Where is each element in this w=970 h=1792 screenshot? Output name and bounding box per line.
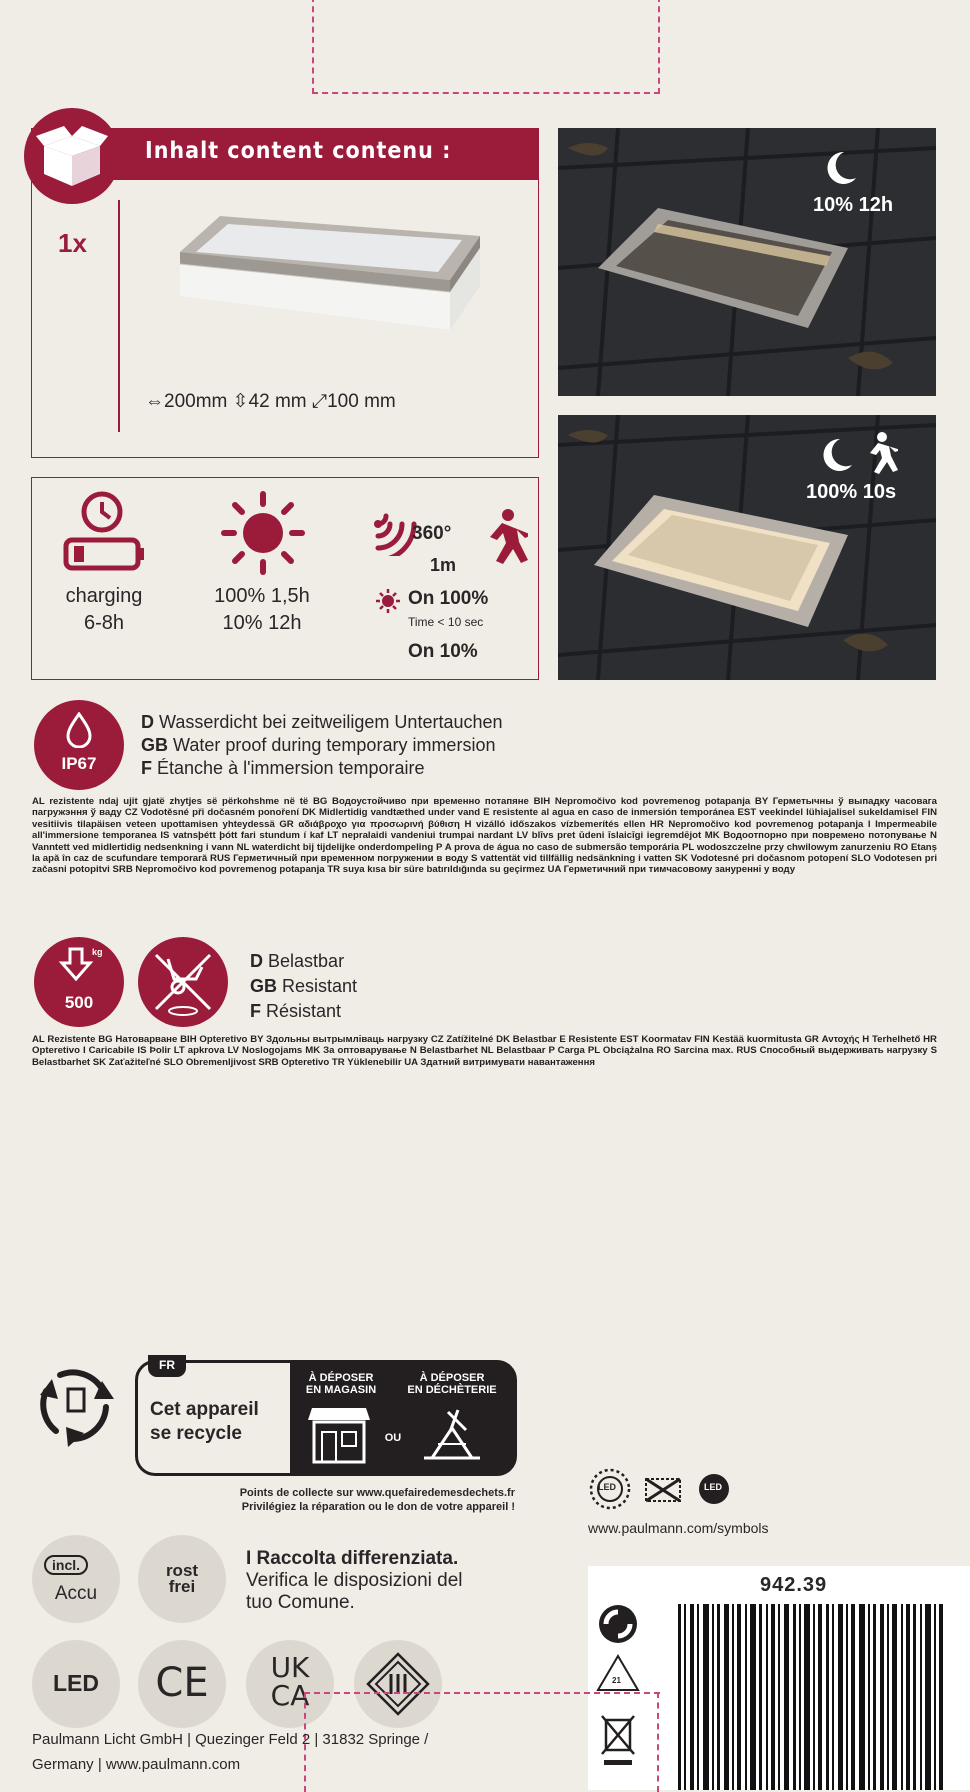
charging-time: 6-8h: [83, 612, 125, 634]
charging-label: charging: [65, 585, 143, 607]
ce-badge: [138, 1640, 226, 1728]
recycle-link-line-2: Privilégiez la réparation ou le don de votre appareil !: [241, 1501, 515, 1513]
led-sun-label: LED: [598, 1482, 616, 1492]
ip-text-lines: [141, 711, 503, 780]
ip-multilingual-text: AL rezistente ndaj ujit gjatë zhytjes së përkohshme në të BG Водоустойчиво при временно потапяне BIH Nepromočivo kod povremenog potapanja BY Герметычны ў выпадку часовага пагружэння ў ваду CZ Vodotěsné při dočasném ponoření DK Midlertidig vandtæthed under vand E resistente al agua en caso de inmersión temporánea EST veekindel lühiajalisel sukeldamisel FIN vesitiivis tilapäisen veteen upottamisen yhteydessä GR αδιάβροχο για προσωρινή βύθιση H vizálló időszakos vízbemerítés ellen HR Nepromočivo kod povremenog potapanja I Impermeabile all'immersione temporanea IS vatnsþétt þótt fari stundum í kaf LT nepralaidi vandeniui trumpai nardant LV blīvs pret ūdeni īslaicīgi iegremdējot MK Водоотпорно при повремено потопување N Vanntett ved midlertidig nedsenkning i vann NL waterdicht bij tijdelijke onderdompeling P A prova de água no caso de submersão temporária PL wodoszczelne przy chwilowym zanurzeniu RO Etanș la apă în caz de scufundare temporară RUS Герметичный при временном погружении в воду S vattentät vid tillfällig nedsänkning i vatten SK Vodotesné pri dočasnom potopení SLO Vodotesen pri začasni potopitvi SRB Nepromočivo kod povremenog potapanja TR suya kısa bir süre batırıldığında su geçirmez UA Герметичний при тимчасовому зануренні у воду: [32, 796, 937, 876]
kg-label: kg: [92, 947, 103, 957]
dim-mode-label: 10% 12h: [813, 194, 894, 216]
sensor-waves-icon: [368, 486, 438, 556]
ce-mark: CE: [155, 1660, 209, 1706]
dimensions: ⇔200mm ⇳42 mm ⤢100 mm: [145, 391, 396, 412]
load-line-text: Resistant: [282, 976, 358, 996]
quantity: 1x: [58, 228, 87, 258]
rost-line: rost: [165, 1561, 199, 1580]
cutout-outline: [312, 0, 660, 94]
ip-line-text: Wasserdicht bei zeitweiligem Untertauchen: [159, 712, 503, 732]
ip-line-d: [141, 711, 503, 734]
load-line-text: Résistant: [266, 1001, 342, 1021]
load-line-f: [250, 999, 357, 1024]
charging-text: [50, 583, 158, 637]
ip67-label: IP67: [61, 754, 97, 773]
footer-line-2: Germany | www.paulmann.com: [32, 1756, 241, 1773]
on-100-label: On 100%: [408, 588, 489, 609]
recycle-arrows-icon: [30, 1355, 122, 1447]
no-drive-over-badge: [138, 937, 228, 1027]
incl-accu-badge: [32, 1535, 120, 1623]
led-crossed-icon: [646, 1479, 680, 1501]
led-badge: [32, 1640, 120, 1728]
ip-line-f: [141, 757, 503, 780]
weee-bin-icon: [602, 1716, 634, 1765]
shop-icon: [306, 1404, 372, 1466]
footer-address: [32, 1727, 428, 1777]
solar-dim: 10% 12h: [222, 612, 302, 634]
raccolta-line-1: I Raccolta differenziata.: [246, 1548, 459, 1569]
ukca-badge: [246, 1640, 334, 1728]
lang-code: GB: [141, 735, 168, 755]
contents-label: Inhalt content contenu :: [145, 138, 452, 164]
lang-code: F: [250, 1001, 261, 1021]
article-number: 942.39: [760, 1574, 828, 1596]
dim-mode-photo: [558, 128, 936, 396]
incl-label: incl.: [44, 1555, 88, 1575]
raccolta-text: [246, 1548, 463, 1614]
no-vehicle-icon: [138, 937, 228, 1027]
lang-code: GB: [250, 976, 277, 996]
ip-line-text: Water proof during temporary immersion: [173, 735, 496, 755]
moon-icon: [816, 435, 856, 475]
cut-line: [304, 1692, 660, 1694]
shop-drop-label: [296, 1372, 386, 1396]
raccolta-line-2: Verifica le disposizioni del: [246, 1570, 463, 1591]
small-sun-icon: [375, 588, 401, 614]
rustproof-badge: [138, 1535, 226, 1623]
shop-drop-line-1: À DÉPOSER: [308, 1372, 374, 1384]
motion-person-icon: [478, 508, 528, 568]
moon-icon: [820, 148, 860, 188]
led-badge-label: LED: [53, 1670, 99, 1696]
on-10-label: On 10%: [408, 641, 478, 662]
frei-line: frei: [168, 1577, 196, 1596]
solar-full: 100% 1,5h: [214, 585, 310, 607]
shop-drop-line-2: EN MAGASIN: [305, 1384, 377, 1396]
dump-drop-line-2: EN DÉCHÈTERIE: [407, 1384, 497, 1396]
dump-drop-line-1: À DÉPOSER: [419, 1372, 485, 1384]
sensor-angle: 360°: [412, 523, 452, 544]
lang-code: F: [141, 758, 152, 778]
barcode: [678, 1604, 950, 1790]
waste-center-icon: [418, 1404, 486, 1466]
full-mode-label: 100% 10s: [806, 481, 897, 503]
ip-line-text: Étanche à l'immersion temporaire: [157, 758, 425, 778]
recycle-links: [140, 1486, 515, 1514]
rustproof-text: [138, 1563, 226, 1595]
or-label: OU: [384, 1432, 402, 1444]
led-dark-label: LED: [704, 1482, 722, 1492]
green-dot-icon: [599, 1605, 637, 1643]
motion-person-icon: [858, 431, 898, 477]
solar-text: [196, 583, 328, 637]
sun-icon: [218, 488, 308, 578]
divider: [118, 200, 120, 432]
sensor-range: 1m: [430, 555, 457, 575]
class-iii-badge: [354, 1640, 442, 1728]
full-mode-photo: [558, 415, 936, 680]
ukca-mark: [246, 1651, 334, 1712]
raccolta-line-3: tuo Comune.: [246, 1592, 355, 1613]
ip-line-gb: [141, 734, 503, 757]
ip67-badge: [34, 700, 124, 790]
load-value: 500: [64, 993, 94, 1012]
lang-code: D: [250, 951, 263, 971]
time-note: Time < 10 sec: [408, 615, 484, 629]
load-text-lines: [250, 949, 357, 1024]
recycle-line-2: se recycle: [150, 1423, 242, 1444]
accu-label: Accu: [54, 1583, 98, 1604]
symbols-url[interactable]: www.paulmann.com/symbols: [588, 1520, 769, 1536]
package-icon: [24, 108, 120, 204]
recycle-line-1: Cet appareil: [150, 1399, 259, 1420]
footer-line-1: Paulmann Licht GmbH | Quezinger Feld 2 | 31832 Springe /: [32, 1731, 429, 1748]
load-line-text: Belastbar: [268, 951, 345, 971]
cut-line: [657, 1692, 659, 1792]
recycle-main-text: [150, 1398, 259, 1446]
paper-recycle-number: 21: [612, 1676, 621, 1685]
lang-code: D: [141, 712, 154, 732]
battery-timer-icon: [54, 490, 150, 580]
fr-tab: FR: [148, 1355, 186, 1377]
water-drop-icon: [64, 712, 94, 748]
brick-light-product-image: [150, 210, 490, 350]
ukca-line-1: UK: [270, 1651, 310, 1684]
ukca-line-2: CA: [270, 1679, 310, 1712]
class-iii-icon: [354, 1640, 442, 1728]
load-badge: [34, 937, 124, 1027]
load-line-d: [250, 949, 357, 974]
recycling-marks: [596, 1598, 646, 1784]
load-multilingual-text: AL Rezistente BG Натоварване BIH Opteretivo BY Здольны вытрымліваць нагрузку CZ Zatížitelné DK Belastbar E Resistente EST Koormatav FIN Kestää kuormitusta GR Αντοχής H Terhelhető HR Opteretivo I Caricabile IS Þolir LT apkrova LV Noslogojams MK За оптоварување N Belastbarhet NL Belastbaar P Carga PL Obciążalna RO Sarcina max. RUS Способный выдерживать нагрузку S Belastbarhet SK Zaťažiteľné SLO Obremenljivost SRB Opteretivo TR Yüklenebilir UA Здатний витримувати навантаження: [32, 1034, 937, 1068]
load-line-gb: [250, 974, 357, 999]
dump-drop-label: [396, 1372, 508, 1396]
recycle-link-line-1: Points de collecte sur www.quefairedemesdechets.fr: [239, 1487, 515, 1499]
